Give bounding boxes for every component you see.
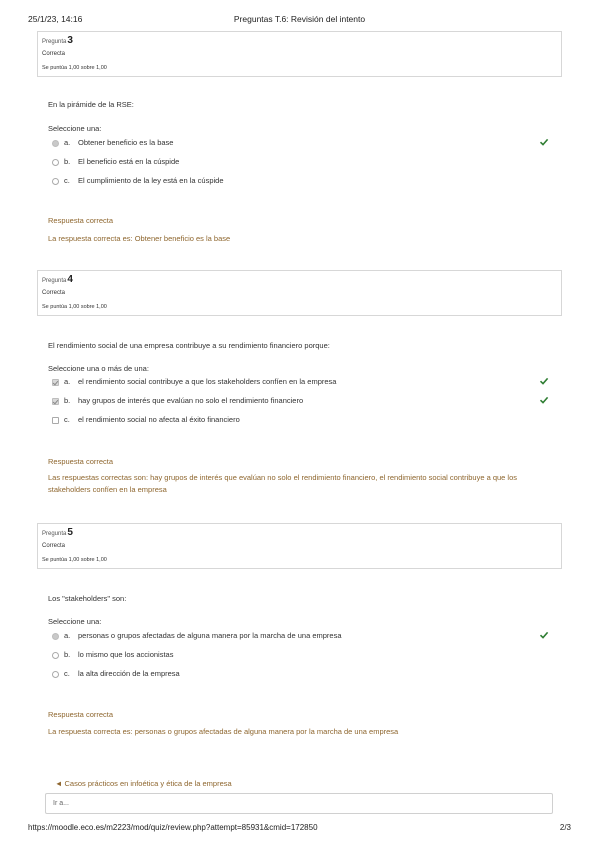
check-icon <box>539 137 549 147</box>
check-icon <box>539 395 549 405</box>
checkbox[interactable] <box>52 379 59 386</box>
print-page-title: Preguntas T.6: Revisión del intento <box>233 14 366 24</box>
question-text: El rendimiento social de una empresa contribuye a su rendimiento financiero porque: <box>48 341 330 350</box>
question-number-value: 4 <box>67 274 73 285</box>
radio-button[interactable] <box>52 633 59 640</box>
feedback-text: Las respuestas correctas son: hay grupos de interés que evalúan no solo el rendimiento financiero, el rendimiento social contribuye a que los stakeholders confíen en la empresa <box>48 473 518 494</box>
answer-prompt: Seleccione una o más de una: <box>48 364 149 373</box>
question-text: En la pirámide de la RSE: <box>48 100 134 109</box>
check-icon <box>539 630 549 640</box>
previous-activity-link[interactable]: ◄ Casos prácticos en infoética y ética de la empresa <box>55 779 232 788</box>
answer-option-a[interactable] <box>52 138 552 150</box>
question-grade: Se puntúa 1,00 sobre 1,00 <box>42 557 107 563</box>
answer-option-c[interactable] <box>52 669 552 681</box>
question-number-value: 3 <box>67 35 73 46</box>
answer-letter: a. <box>64 377 71 386</box>
question-info-5 <box>37 523 562 569</box>
feedback-text: La respuesta correcta es: Obtener beneficio es la base <box>48 234 231 243</box>
jump-to-select[interactable] <box>45 793 553 814</box>
answer-text: hay grupos de interés que evalúan no solo el rendimiento financiero <box>78 396 304 405</box>
feedback-title: Respuesta correcta <box>48 457 114 466</box>
answer-letter: b. <box>64 396 71 405</box>
answer-option-c[interactable] <box>52 415 552 427</box>
print-header <box>28 14 571 26</box>
radio-button[interactable] <box>52 159 59 166</box>
question-number <box>42 36 561 47</box>
answer-prompt: Seleccione una: <box>48 617 102 626</box>
answer-text: personas o grupos afectadas de alguna manera por la marcha de una empresa <box>78 631 342 640</box>
answer-option-a[interactable] <box>52 377 552 389</box>
radio-button[interactable] <box>52 178 59 185</box>
feedback-title: Respuesta correcta <box>48 710 114 719</box>
answer-letter: a. <box>64 631 71 640</box>
feedback-title: Respuesta correcta <box>48 216 114 225</box>
answer-text: lo mismo que los accionistas <box>78 650 174 659</box>
question-state: Correcta <box>42 51 66 57</box>
answer-text: Obtener beneficio es la base <box>78 138 174 147</box>
question-number-value: 5 <box>67 527 73 538</box>
answer-letter: a. <box>64 138 71 147</box>
question-label: Pregunta <box>42 531 67 537</box>
answer-letter: c. <box>64 176 70 185</box>
answer-letter: b. <box>64 650 71 659</box>
question-number <box>42 275 561 286</box>
question-state: Correcta <box>42 290 66 296</box>
answer-text: la alta dirección de la empresa <box>78 669 180 678</box>
question-label: Pregunta <box>42 278 67 284</box>
answer-text: el rendimiento social contribuye a que los stakeholders confíen en la empresa <box>78 377 337 386</box>
print-footer <box>28 823 571 835</box>
checkbox[interactable] <box>52 417 59 424</box>
answer-letter: c. <box>64 669 70 678</box>
question-info-3 <box>37 31 562 77</box>
answer-text: El cumplimiento de la ley está en la cúspide <box>78 176 224 185</box>
answer-option-c[interactable] <box>52 176 552 188</box>
answer-letter: c. <box>64 415 70 424</box>
radio-button[interactable] <box>52 140 59 147</box>
question-label: Pregunta <box>42 39 67 45</box>
question-info-4 <box>37 270 562 316</box>
radio-button[interactable] <box>52 652 59 659</box>
print-date: 25/1/23, 14:16 <box>28 14 83 24</box>
question-state: Correcta <box>42 543 66 549</box>
question-grade: Se puntúa 1,00 sobre 1,00 <box>42 65 107 71</box>
radio-button[interactable] <box>52 671 59 678</box>
question-number <box>42 528 561 539</box>
answer-text: El beneficio está en la cúspide <box>78 157 180 166</box>
question-grade: Se puntúa 1,00 sobre 1,00 <box>42 304 107 310</box>
answer-option-b[interactable] <box>52 650 552 662</box>
answer-text: el rendimiento social no afecta al éxito financiero <box>78 415 240 424</box>
answer-option-b[interactable] <box>52 396 552 408</box>
feedback-text: La respuesta correcta es: personas o grupos afectadas de alguna manera por la marcha de una empresa <box>48 727 399 736</box>
answer-option-a[interactable] <box>52 631 552 643</box>
answer-prompt: Seleccione una: <box>48 124 102 133</box>
answer-option-b[interactable] <box>52 157 552 169</box>
question-text: Los "stakeholders" son: <box>48 594 127 603</box>
check-icon <box>539 376 549 386</box>
print-url: https://moodle.eco.es/m2223/mod/quiz/review.php?attempt=85931&cmid=172850 <box>28 823 318 832</box>
answer-letter: b. <box>64 157 71 166</box>
jump-to-placeholder: Ir a... <box>53 800 69 807</box>
print-page-number: 2/3 <box>559 823 571 832</box>
checkbox[interactable] <box>52 398 59 405</box>
